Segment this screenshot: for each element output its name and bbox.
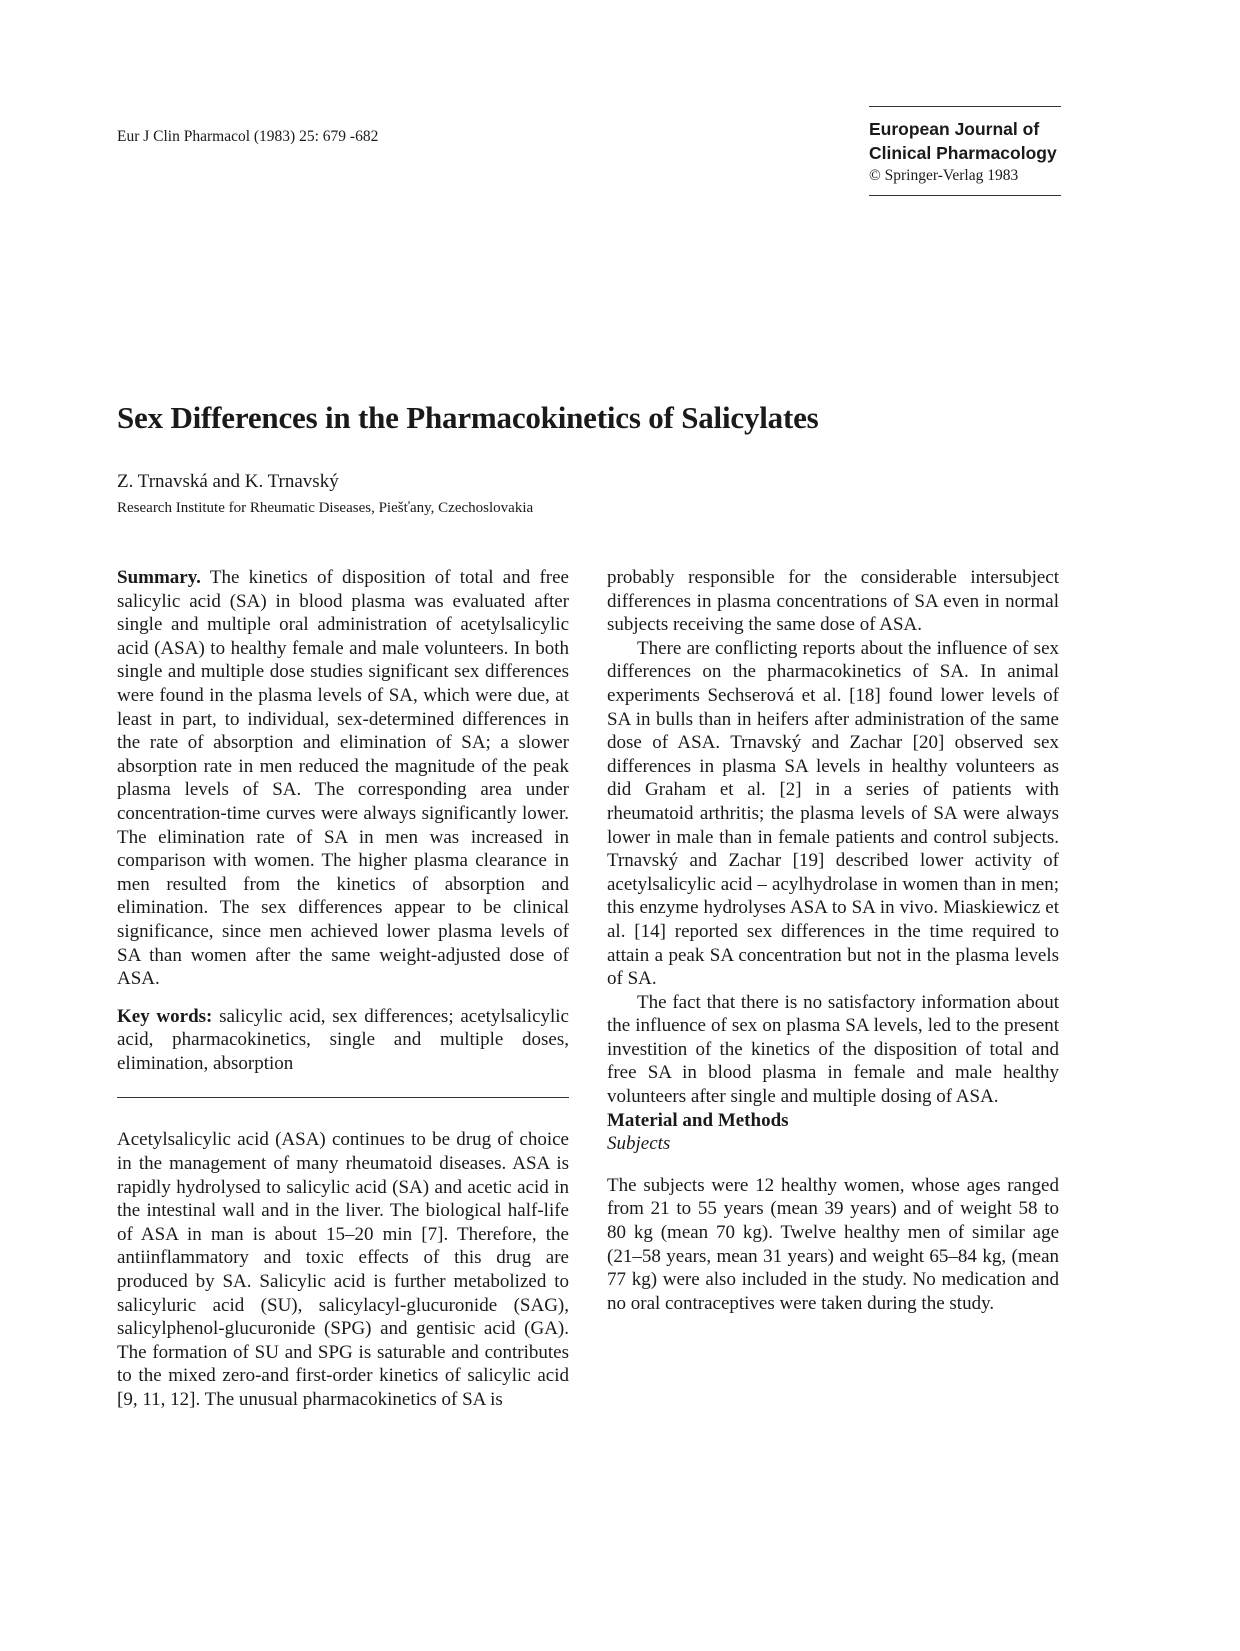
journal-masthead — [869, 106, 1061, 196]
right-column — [607, 566, 1059, 1315]
article-authors: Z. Trnavská and K. Trnavský — [117, 471, 339, 492]
left-column — [117, 566, 569, 1412]
summary-paragraph — [117, 566, 569, 991]
publisher-copyright: © Springer-Verlag 1983 — [869, 167, 1019, 184]
article-title: Sex Differences in the Pharmacokinetics of Salicylates — [117, 400, 819, 435]
keywords-paragraph — [117, 1005, 569, 1076]
journal-name-line1: European Journal of — [869, 119, 1040, 139]
keywords-label: Key words: — [117, 1005, 213, 1027]
summary-text: The kinetics of disposition of total and free salicylic acid (SA) in blood plasma was evaluated after single and multiple oral administration of acetylsalicylic acid (ASA) to healthy female and male volunteers. In both single and multiple dose studies significant sex differences were found in the plasma levels of SA, which were due, at least in part, to individual, sex-determined differences in the rate of absorption and elimination of SA; a slower absorption rate in men reduced the magnitude of the peak plasma levels of SA. The corresponding area under concentration-time curves were always significantly lower. The elimination rate of SA in men was increased in comparison with women. The higher plasma clearance in men resulted from the kinetics of absorption and elimination. The sex differences appear to be clinical significance, since men achieved lower plasma levels of SA than women after the same weight-adjusted dose of ASA. — [117, 567, 569, 990]
subjects-paragraph: The subjects were 12 healthy women, whose ages ranged from 21 to 55 years (mean 39 years) and of weight 58 to 80 kg (mean 70 kg). Twelve healthy men of similar age (21–58 years, mean 31 years) and weight 65–84 kg, (mean 77 kg) were also included in the study. No medication and no oral contraceptives were taken during the study. — [607, 1174, 1059, 1314]
journal-citation: Eur J Clin Pharmacol (1983) 25: 679 -682 — [117, 128, 379, 145]
subsection-heading-subjects: Subjects — [607, 1133, 671, 1155]
abstract-divider — [117, 1097, 569, 1098]
continued-paragraph: probably responsible for the considerable intersubject differences in plasma concentrations of SA even in normal subjects receiving the same dose of ASA. — [607, 567, 1059, 636]
sex-differences-paragraph: There are conflicting reports about the influence of sex differences on the pharmacokinetics of SA. In animal experiments Sechserová et al. [18] found lower levels of SA in bulls than in heifers after administration of the same dose of ASA. Trnavský and Zachar [20] observed sex differences in plasma SA levels in healthy volunteers as did Graham et al. [2] in a series of patients with rheumatoid arthritis; the plasma levels of SA were always lower in male than in female patients and control subjects. Trnavský and Zachar [19] described lower activity of acetylsalicylic acid – acylhydrolase in women than in men; this enzyme hydrolyses ASA to SA in vivo. Miaskiewicz et al. [14] reported sex differences in the time required to attain a peak SA concentration but not in the plasma levels of SA. — [607, 637, 1059, 990]
motivation-paragraph: The fact that there is no satisfactory information about the influence of sex on plasma SA levels, led to the present investition of the kinetics of the disposition of total and free SA in blood plasma in female and male healthy volunteers after single and multiple dosing of ASA. — [607, 991, 1059, 1108]
keywords-text: salicylic acid, sex differences; acetylsalicylic acid, pharmacokinetics, single and multiple doses, elimination, absorption — [117, 1005, 569, 1074]
section-heading-material-methods: Material and Methods — [607, 1109, 789, 1131]
intro-paragraph: Acetylsalicylic acid (ASA) continues to be drug of choice in the management of many rheumatoid diseases. ASA is rapidly hydrolysed to salicylic acid (SA) and acetic acid in the intestinal wall and in the liver. The biological half-life of ASA in man is about 15–20 min [7]. Therefore, the antiinflammatory and toxic effects of this drug are produced by SA. Salicylic acid is further metabolized to salicyluric acid (SU), salicylacyl-glucuronide (SAG), salicylphenol-glucuronide (SPG) and gentisic acid (GA). The formation of SU and SPG is saturable and contributes to the mixed zero-and first-order kinetics of salicylic acid [9, 11, 12]. The unusual pharmacokinetics of SA is — [117, 1129, 569, 1410]
journal-name-line2: Clinical Pharmacology — [869, 143, 1057, 163]
summary-label: Summary. — [117, 567, 201, 588]
author-affiliation: Research Institute for Rheumatic Diseases, Piešťany, Czechoslovakia — [117, 500, 534, 516]
